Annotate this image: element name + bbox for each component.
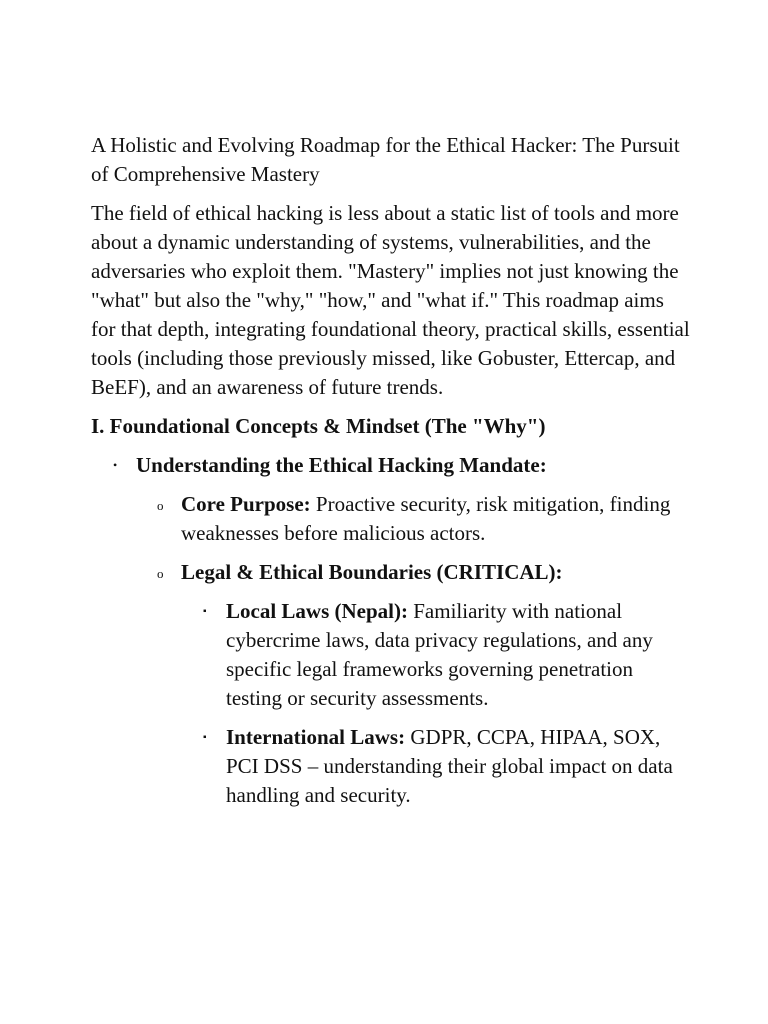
disc-bullet-icon: •: [113, 458, 118, 472]
list-item-legal-boundaries: [136, 558, 691, 810]
list-item-local-laws: [181, 597, 691, 713]
intro-paragraph: The field of ethical hacking is less about a static list of tools and more about a dynamic understanding of systems, vulnerabilities, and the adversaries who exploit them. "Mastery" implies not just knowing the "what" but also the "why," "how," and "what if." This roadmap aims for that depth, integrating foundational theory, practical skills, essential tools (including those previously missed, like Gobuster, Ettercap, and BeEF), and an awareness of future trends.: [91, 201, 690, 399]
list-item-label: Legal & Ethical Boundaries (CRITICAL):: [181, 560, 563, 584]
level2-list: [136, 490, 691, 810]
list-item-label: International Laws:: [226, 725, 406, 749]
section-heading: I. Foundational Concepts & Mindset (The "Why"): [91, 414, 546, 438]
list-item-international-laws: [181, 723, 691, 810]
document-title: A Holistic and Evolving Roadmap for the Ethical Hacker: The Pursuit of Comprehensive Mastery: [91, 133, 680, 186]
list-item-text: GDPR, CCPA, HIPAA, SOX, PCI DSS – understanding their global impact on data handling and security.: [226, 725, 673, 807]
list-item-label: Understanding the Ethical Hacking Mandate:: [136, 453, 547, 477]
list-item-text: Familiarity with national cybercrime laws, data privacy regulations, and any specific legal frameworks governing penetration testing or security assessments.: [226, 599, 653, 710]
square-bullet-icon: ▪: [203, 606, 207, 617]
level3-list: [181, 597, 691, 810]
circle-bullet-icon: o: [157, 566, 164, 581]
document-body: [91, 131, 691, 810]
list-item-core-purpose: [136, 490, 691, 548]
level1-list: [91, 451, 691, 810]
list-item-label: Core Purpose:: [181, 492, 311, 516]
list-item-label: Local Laws (Nepal):: [226, 599, 408, 623]
circle-bullet-icon: o: [157, 498, 164, 513]
list-item-text: Proactive security, risk mitigation, finding weaknesses before malicious actors.: [181, 492, 671, 545]
square-bullet-icon: ▪: [203, 732, 207, 743]
list-item-mandate: [91, 451, 691, 810]
